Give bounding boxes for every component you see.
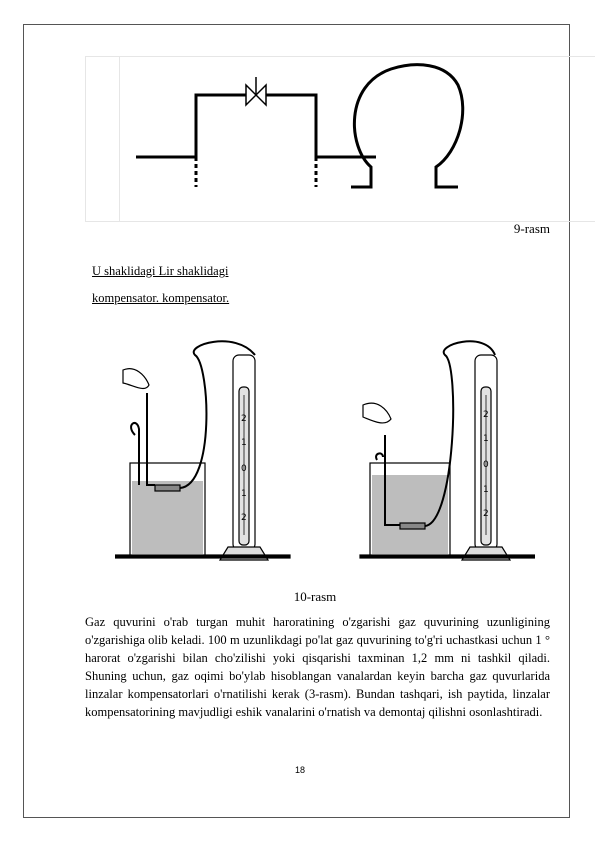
right-setup xyxy=(360,341,535,560)
scale-mark: 2 xyxy=(241,513,247,523)
figure-9-caption: 9-rasm xyxy=(513,221,550,236)
body-paragraph: Gaz quvurini o'rab turgan muhit haroratining o'zgarishi gaz quvurining uzunligining o'zgarishiga olib keladi. 100 m uzunlikdagi po'lat gaz quvurining to'g'ri uchastkasi uchun 1 ° harorat o'zgarishi bilan cho'zilishi yoki qisqarishi taxminan 1,2 mm ni tashkil qiladi. Shuning uchun, gaz oqimi bo'ylab hisoblangan vanalardan keyin barcha gaz quvurlarida linzalar kompensatorlari o'rnatilishi kerak (3-rasm). Bundan tashqari, ish paytida, linzalar kompensatorining mavjudligi eshik vanalarini o'rnatish va demontaj qilishni osonlashtiradi. xyxy=(85,615,550,719)
scale-mark: 2 xyxy=(483,410,489,420)
scale-mark: 0 xyxy=(241,464,247,474)
scale-mark: 1 xyxy=(241,438,247,448)
lyre-compensator-pipe xyxy=(351,65,463,187)
compensator-label-line1: U shaklidagi Lir shaklidagi xyxy=(92,264,229,278)
figure-10-illustration xyxy=(115,325,535,570)
compensator-label-line2: kompensator. kompensator. xyxy=(92,291,230,305)
figure-10-caption: 10-rasm xyxy=(293,589,337,604)
valve-icon xyxy=(246,77,266,105)
page-number: 18 xyxy=(294,765,305,775)
left-setup xyxy=(115,341,290,560)
compensator-diagram xyxy=(86,57,595,221)
gauge-illustration xyxy=(115,325,535,570)
u-compensator-pipe xyxy=(136,95,246,157)
scale-mark: 0 xyxy=(483,460,489,470)
scale-mark: 1 xyxy=(483,434,489,444)
scale-mark: 2 xyxy=(483,509,489,519)
scale-mark: 1 xyxy=(241,489,247,499)
figure-9-compensators xyxy=(85,56,595,222)
scale-mark: 1 xyxy=(483,485,489,495)
scale-mark: 2 xyxy=(241,414,247,424)
